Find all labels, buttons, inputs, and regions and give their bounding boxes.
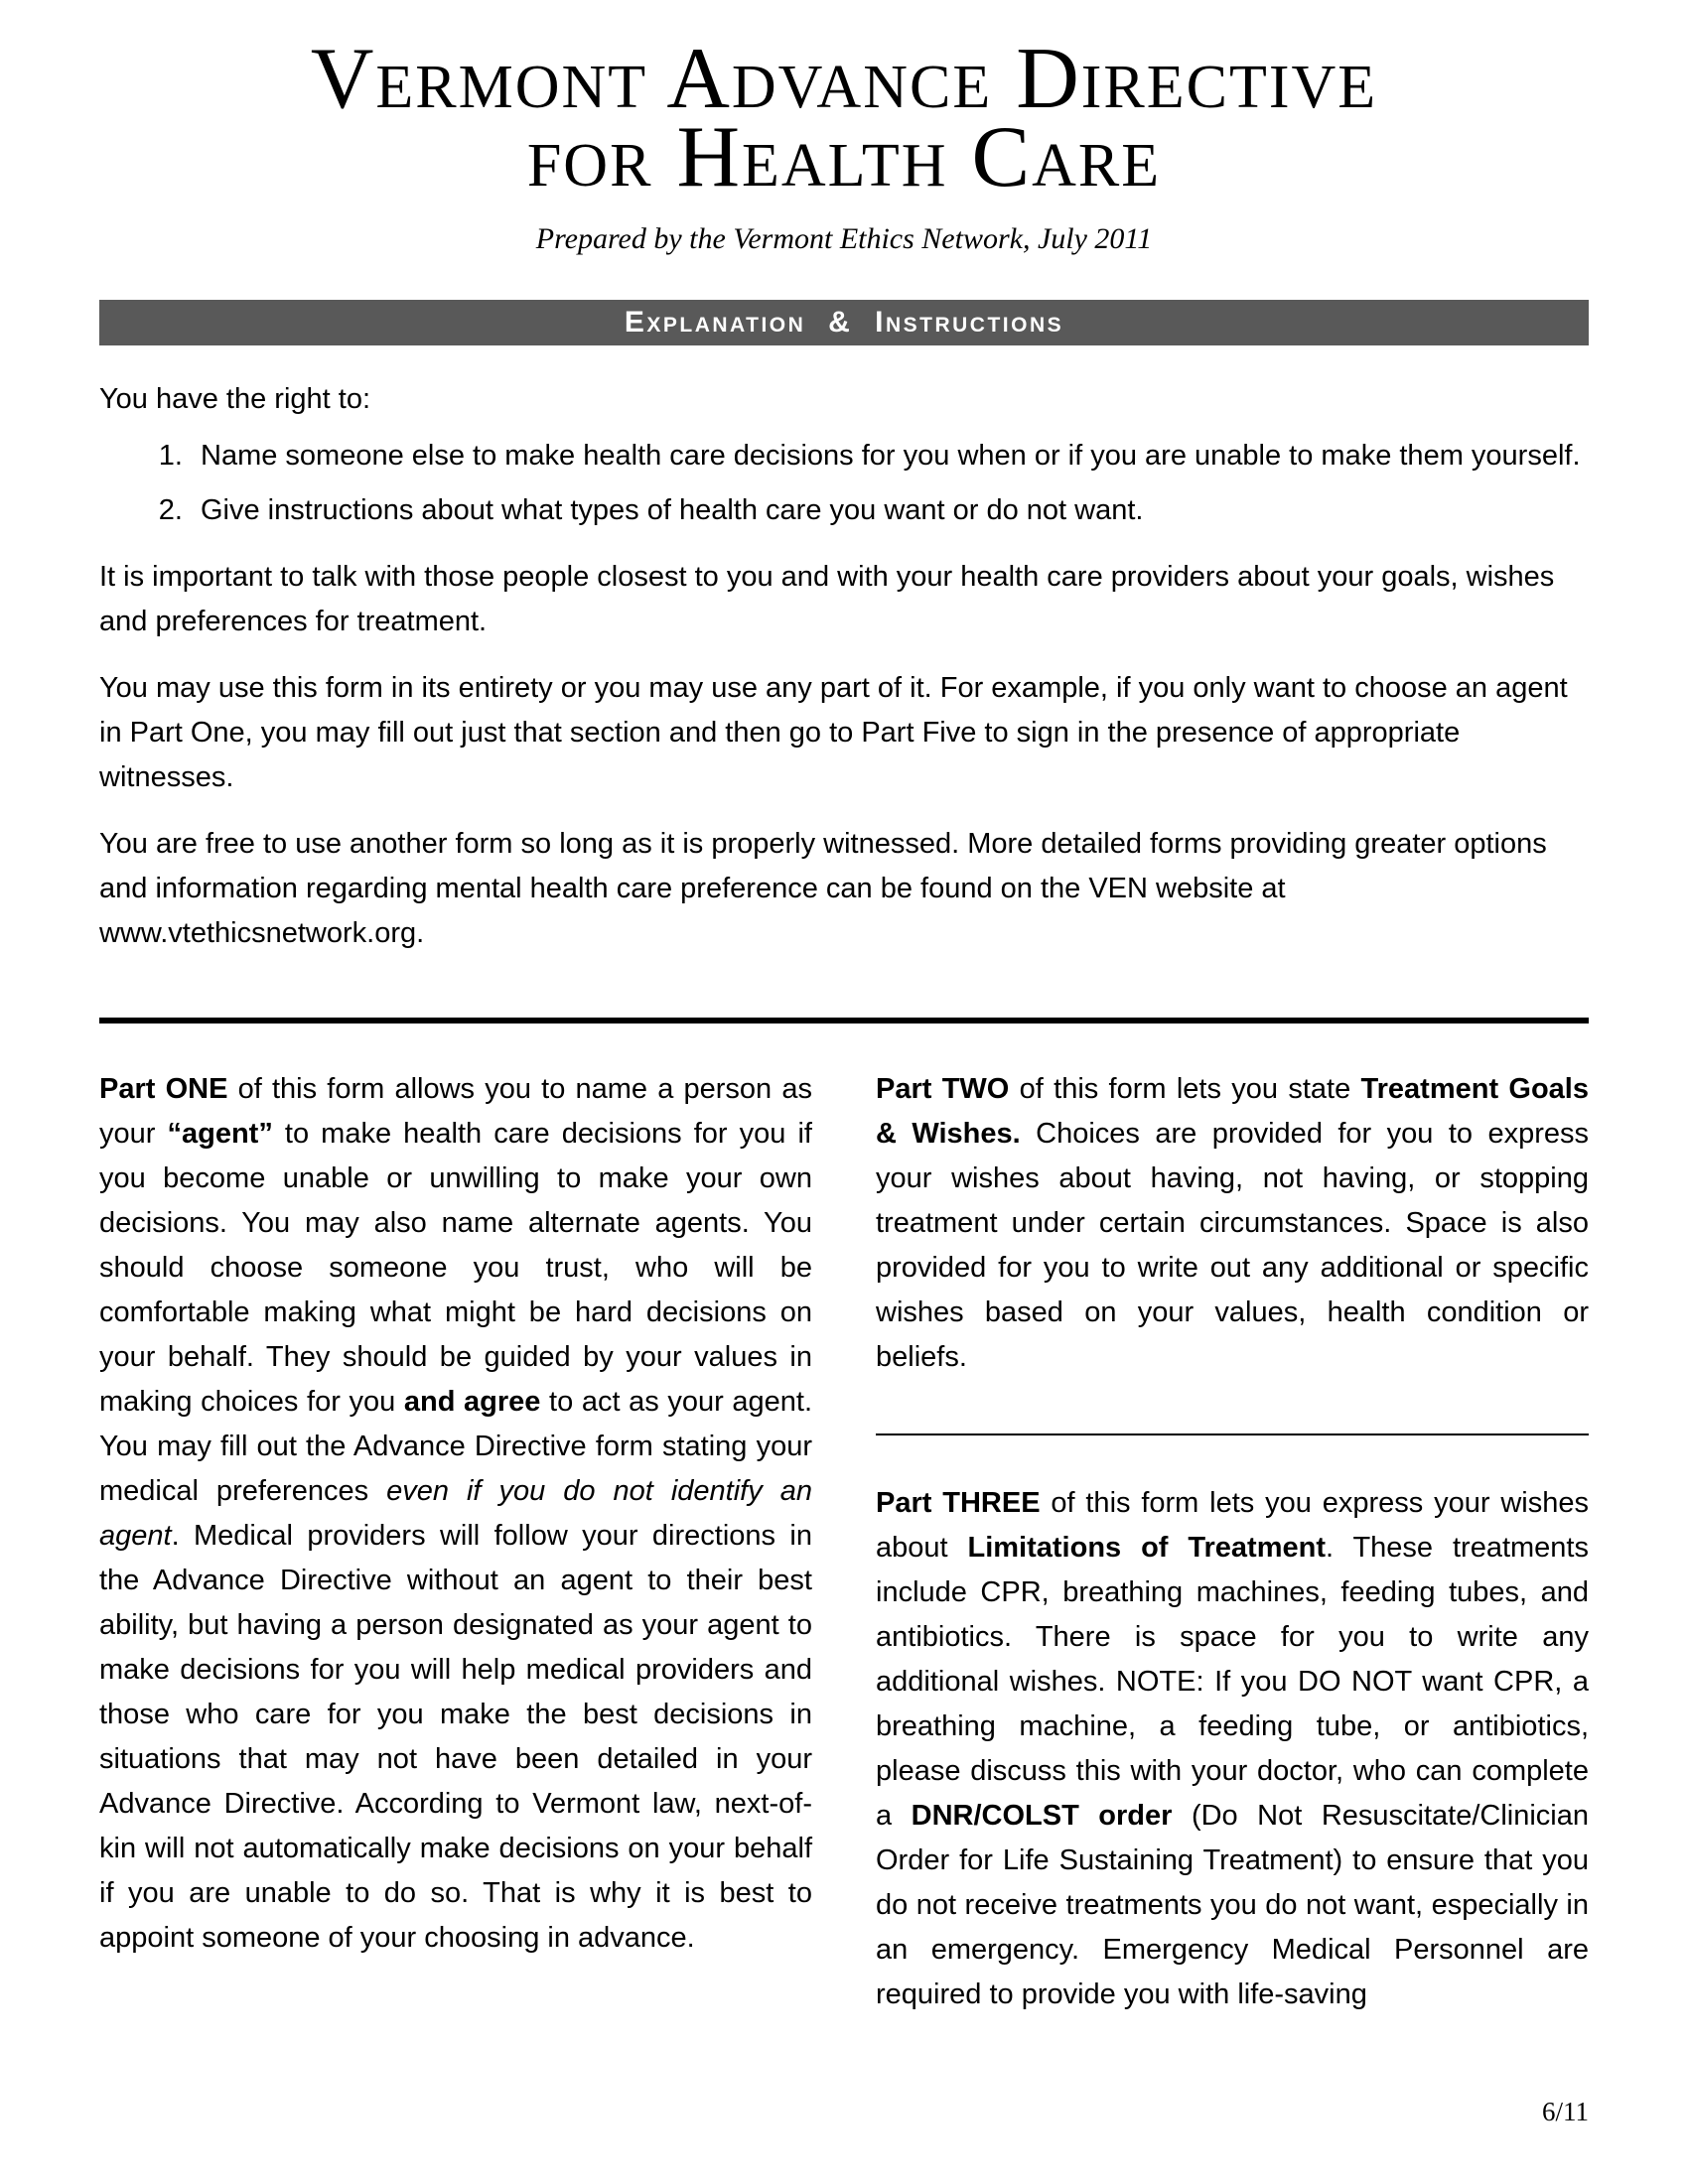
two-column-section [99, 1067, 1589, 2017]
part-one-paragraph: Part ONE of this form allows you to name a person as your “agent” to make health care decisions for you if you become unable or unwilling to make your own decisions. You may also name alternate agents. You should choose someone you trust, who will be comfortable making what might be hard decisions on your behalf. They should be guided by your values in making choices for you and agree to act as your agent. You may fill out the Advance Directive form stating your medical preferences even if you do not identify an agent. Medical providers will follow your directions in the Advance Directive without an agent to their best ability, but having a person designated as your agent to make decisions for you will help medical providers and those who care for you make the best decisions in situations that may not have been detailed in your Advance Directive. According to Vermont law, next-of-kin will not automatically make decisions on your behalf if you are unable to do so. That is why it is best to appoint someone of your choosing in advance. [99, 1073, 813, 1955]
thick-divider [99, 1018, 1589, 1024]
left-column [99, 1067, 812, 2017]
intro-paragraph: It is important to talk with those people closest to you and with your health care providers about your goals, wishes and preferences for treatment. [99, 561, 1555, 638]
part-two-paragraph: Part TWO of this form lets you state Treatment Goals & Wishes. Choices are provided for you to express your wishes about having, not having, or stopping treatment under certain circumstances. Space is also provided for you to write out any additional or specific wishes based on your values, health condition or beliefs. [876, 1073, 1589, 1374]
intro-section [99, 377, 1589, 956]
page-number: 6/11 [1542, 2097, 1589, 2126]
rights-list [99, 434, 1589, 533]
document-title-line1: Vermont Advance Directive [310, 31, 1378, 127]
intro-paragraph: You may use this form in its entirety or you may use any part of it. For example, if you only want to choose an agent in Part One, you may fill out just that section and then go to Part Five to sign in the presence of appropriate witnesses. [99, 672, 1568, 794]
part-three-paragraph: Part THREE of this form lets you express your wishes about Limitations of Treatment. These treatments include CPR, breathing machines, feeding tubes, and antibiotics. There is space for you to write any additional wishes. NOTE: If you DO NOT want CPR, a breathing machine, a feeding tube, or antibiotics, please discuss this with your doctor, who can complete a DNR/COLST order (Do Not Resuscitate/Clinician Order for Life Sustaining Treatment) to ensure that you do not receive treatments you do not want, especially in an emergency. Emergency Medical Personnel are required to provide you with life-saving [876, 1487, 1589, 2011]
document-title [99, 31, 1589, 206]
section-banner-label: Explanation & Instructions [624, 306, 1064, 340]
right-column [876, 1067, 1589, 2017]
section-banner [99, 300, 1589, 345]
list-item: 2. Give instructions about what types of health care you want or do not want. [191, 488, 1589, 533]
list-item: 1. Name someone else to make health care decisions for you when or if you are unable to make them yourself. [191, 434, 1589, 478]
document-subtitle: Prepared by the Vermont Ethics Network, July 2011 [535, 222, 1153, 256]
intro-lead: You have the right to: [99, 383, 371, 416]
thin-divider [876, 1433, 1589, 1435]
intro-paragraph: You are free to use another form so long as it is properly witnessed. More detailed forms providing greater options and information regarding mental health care preference can be found on the VEN website at www.vtethicsnetwork.org. [99, 828, 1547, 950]
document-title-line2: for Health Care [526, 109, 1162, 206]
